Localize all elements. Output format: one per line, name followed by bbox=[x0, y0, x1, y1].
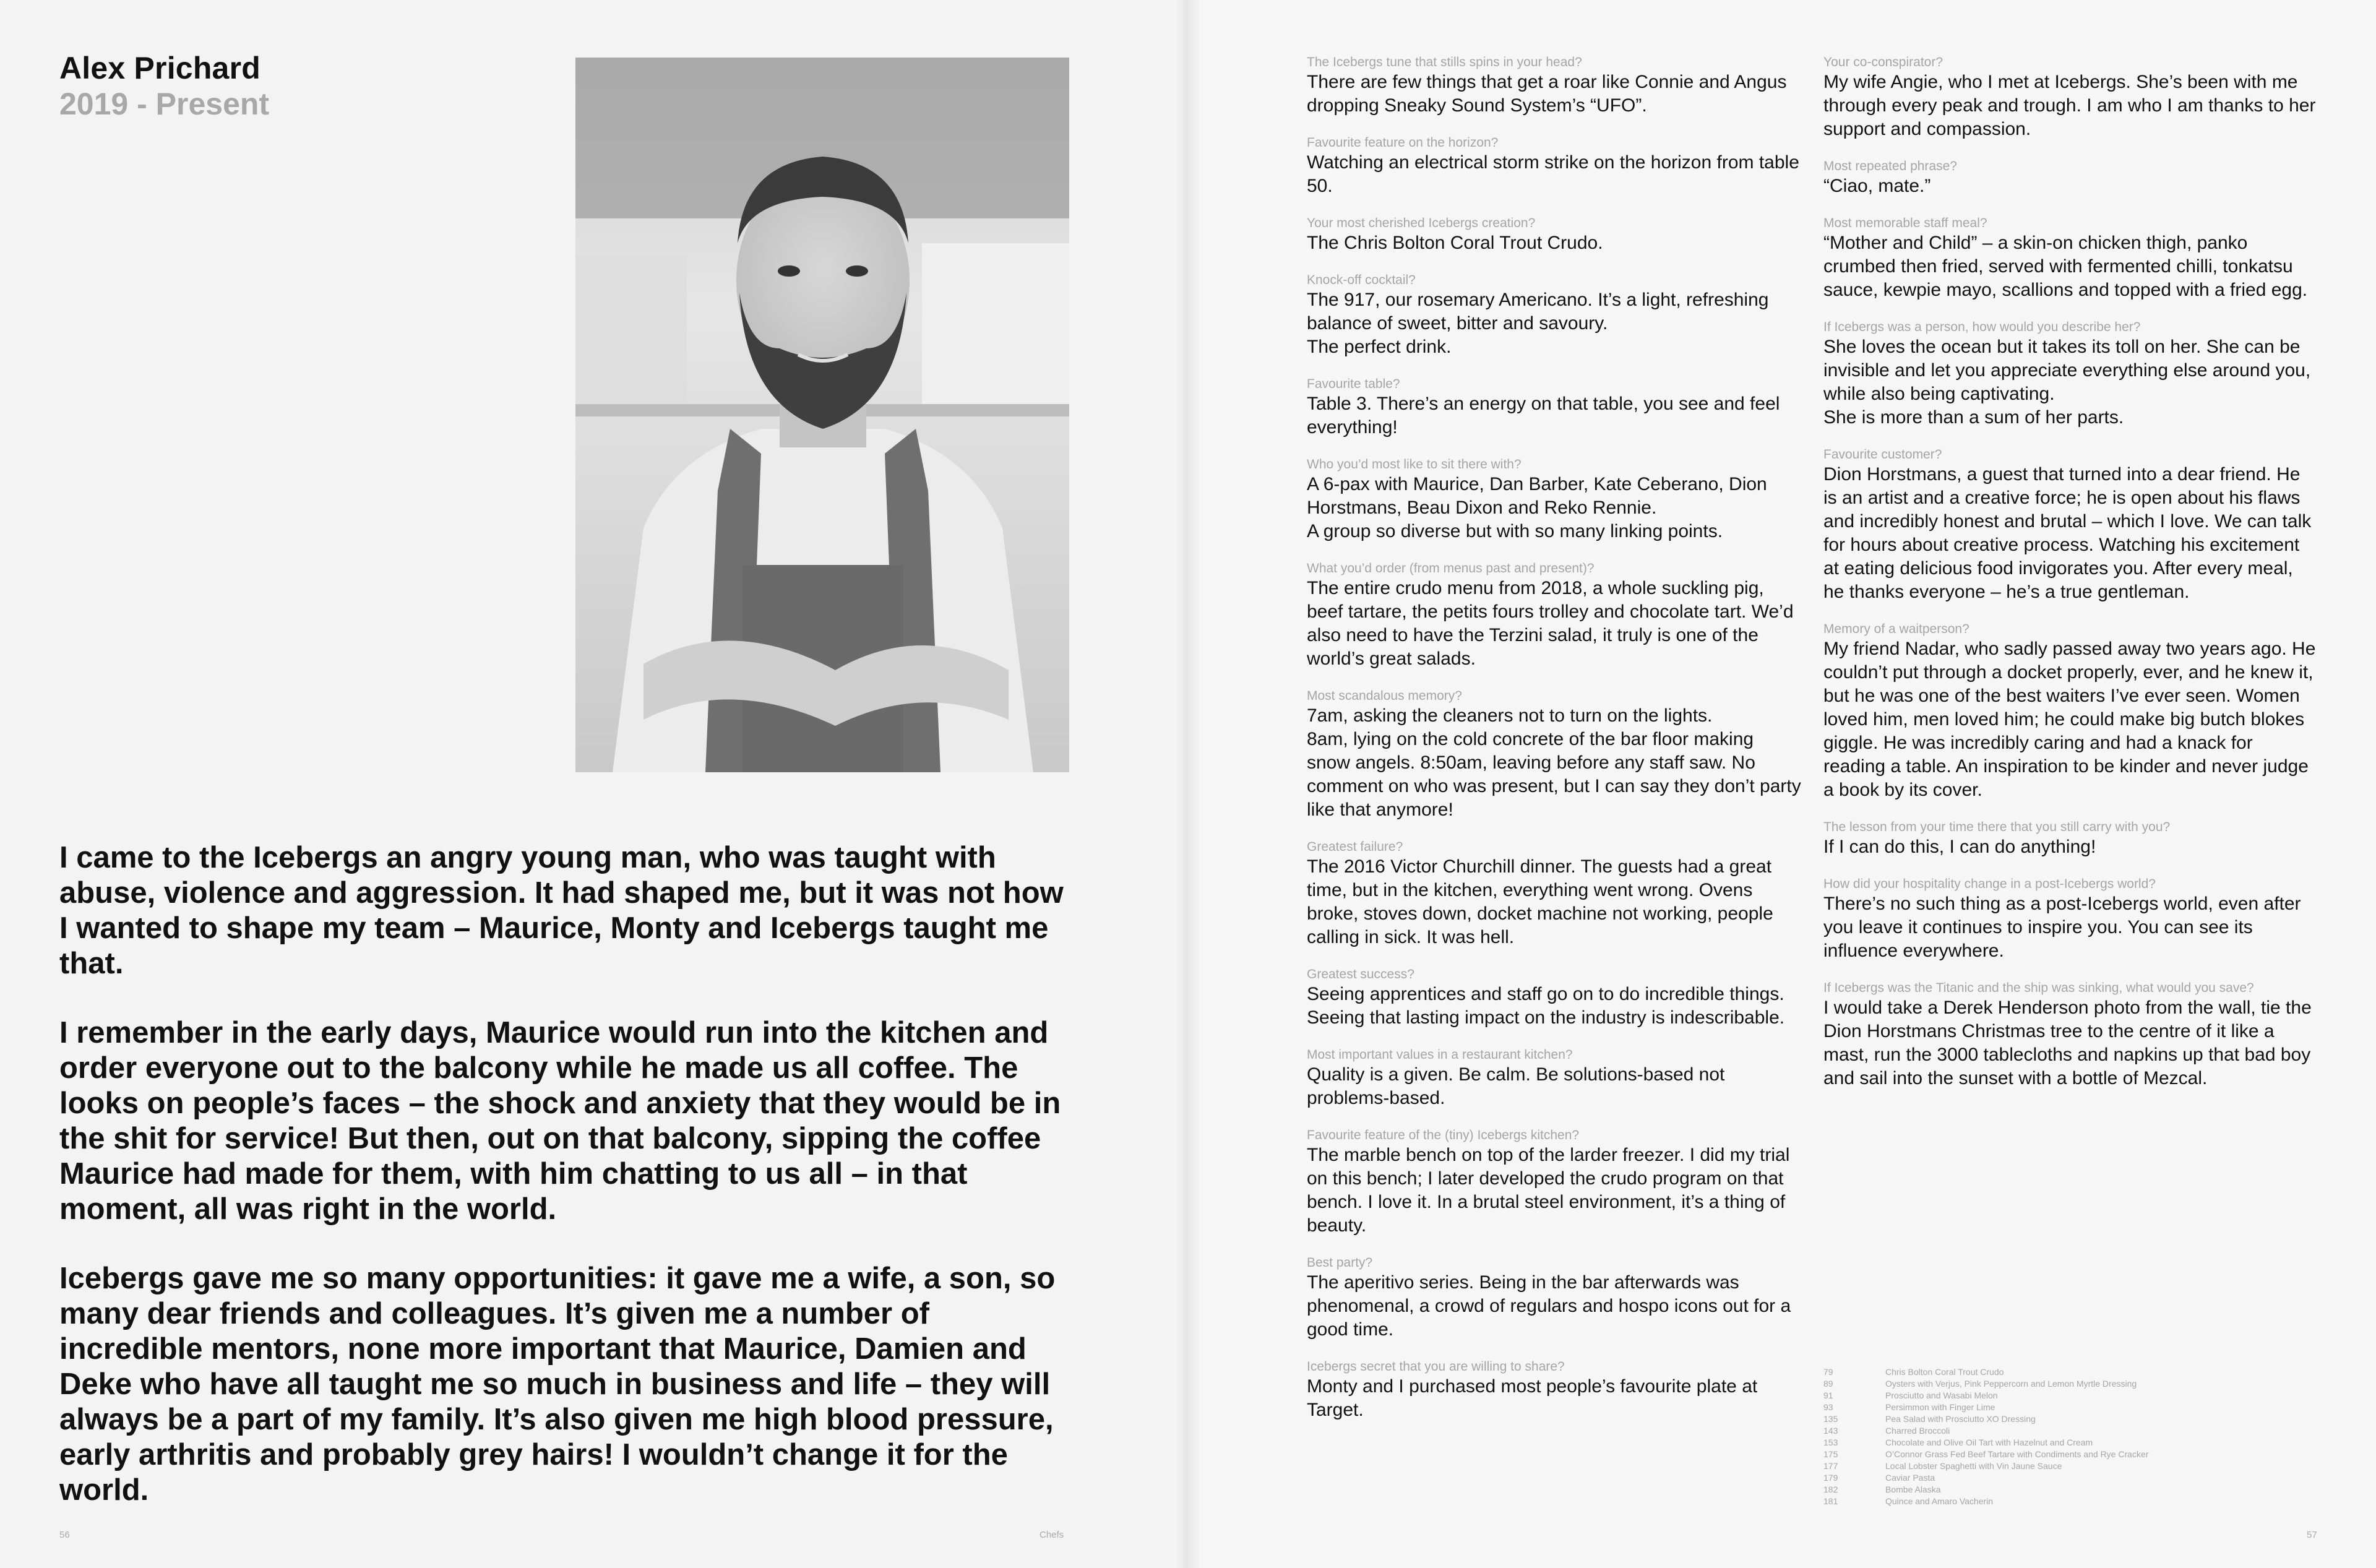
recipe-page: 143 bbox=[1823, 1426, 1838, 1436]
recipe-page: 177 bbox=[1823, 1461, 1838, 1471]
question: Icebergs secret that you are willing to share? bbox=[1307, 1359, 1565, 1374]
recipe-index-row bbox=[1823, 1484, 2331, 1496]
answer: She loves the ocean but it takes its toll on her. She can be invisible and let you appreciate everything else around you, while also being captivating. She is more than a sum of her parts. bbox=[1823, 337, 2311, 428]
answer: If I can do this, I can do anything! bbox=[1823, 837, 2096, 857]
qa-column-left bbox=[1307, 54, 1802, 1439]
book-gutter bbox=[1176, 0, 1200, 1568]
qa-item bbox=[1307, 1359, 1802, 1422]
recipe-index-row bbox=[1823, 1496, 2331, 1507]
answer: “Ciao, mate.” bbox=[1823, 176, 1931, 196]
question: Your most cherished Icebergs creation? bbox=[1307, 216, 1536, 230]
recipe-page: 89 bbox=[1823, 1379, 1833, 1389]
recipe-title: Bombe Alaska bbox=[1885, 1484, 1941, 1494]
recipe-index-row bbox=[1823, 1460, 2331, 1472]
qa-item bbox=[1307, 688, 1802, 822]
recipe-page: 181 bbox=[1823, 1496, 1838, 1506]
intro-paragraph: I remember in the early days, Maurice would run into the kitchen and order everyone out to the balcony while he made us all coffee. The looks on people’s faces – the shock and anxiety that they would be in the shit for service! But then, out on that balcony, sipping the coffee Maurice had made for them, with him chatting to us all – in that moment, all was right in the world. bbox=[59, 1016, 1061, 1226]
recipe-page: 179 bbox=[1823, 1473, 1838, 1483]
recipe-index-row bbox=[1823, 1413, 2331, 1425]
question: Most scandalous memory? bbox=[1307, 689, 1462, 703]
answer: The 2016 Victor Churchill dinner. The guests had a great time, but in the kitchen, everything went wrong. Ovens broke, stoves down, docket machine not working, people calling in sick. It was hell. bbox=[1307, 856, 1773, 947]
page-number-left: 56 bbox=[59, 1530, 70, 1540]
qa-item bbox=[1307, 215, 1802, 255]
qa-item bbox=[1823, 819, 2318, 859]
answer: My wife Angie, who I met at Icebergs. She’s been with me through every peak and trough. I am who I am thanks to her support and compassion. bbox=[1823, 72, 2316, 139]
chef-years: 2019 - Present bbox=[59, 87, 270, 121]
answer: The aperitivo series. Being in the bar afterwards was phenomenal, a crowd of regulars and hospo icons out for a good time. bbox=[1307, 1272, 1791, 1340]
question: Your co-conspirator? bbox=[1823, 55, 1943, 69]
recipe-index-row bbox=[1823, 1425, 2331, 1437]
qa-item bbox=[1307, 272, 1802, 359]
answer: Dion Horstmans, a guest that turned into a dear friend. He is an artist and a creative force; he is open about his flaws and incredibly honest and brutal – which I love. We can talk for hours about creative process. Watching his excitement at eating delicious food invigorates you. After every meal, he thanks everyone – he’s a true gentleman. bbox=[1823, 464, 2312, 602]
qa-item bbox=[1307, 457, 1802, 543]
portrait-illustration bbox=[575, 58, 1069, 772]
recipe-index-row bbox=[1823, 1449, 2331, 1460]
question: The Icebergs tune that stills spins in your head? bbox=[1307, 55, 1582, 69]
recipe-title: Oysters with Verjus, Pink Peppercorn and Lemon Myrtle Dressing bbox=[1885, 1379, 2137, 1389]
answer: The 917, our rosemary Americano. It’s a light, refreshing balance of sweet, bitter and savoury. The perfect drink. bbox=[1307, 290, 1769, 357]
recipe-page: 79 bbox=[1823, 1367, 1833, 1377]
recipe-page: 93 bbox=[1823, 1402, 1833, 1412]
recipe-index-row bbox=[1823, 1437, 2331, 1449]
answer: A 6-pax with Maurice, Dan Barber, Kate Ceberano, Dion Horstmans, Beau Dixon and Reko Rennie. A group so diverse but with so many linking points. bbox=[1307, 474, 1767, 541]
answer: Seeing apprentices and staff go on to do incredible things. Seeing that lasting impact on the industry is indescribable. bbox=[1307, 984, 1785, 1028]
question: Most repeated phrase? bbox=[1823, 159, 1957, 173]
question: Most memorable staff meal? bbox=[1823, 216, 1987, 230]
recipe-title: Chocolate and Olive Oil Tart with Hazelnut and Cream bbox=[1885, 1437, 2093, 1447]
question: Favourite customer? bbox=[1823, 447, 1942, 462]
intro-paragraph: Icebergs gave me so many opportunities: it gave me a wife, a son, so many dear friends and colleagues. It’s given me a number of incredible mentors, none more important that Maurice, Damien and Deke who have all taught me so much in business and life – they will always be a part of my family. It’s also given me high blood pressure, early arthritis and probably grey hairs! I wouldn’t change it for the world. bbox=[59, 1262, 1056, 1507]
qa-item bbox=[1307, 1127, 1802, 1238]
answer: Monty and I purchased most people’s favourite plate at Target. bbox=[1307, 1376, 1758, 1420]
recipe-title: Quince and Amaro Vacherin bbox=[1885, 1496, 1994, 1506]
qa-item bbox=[1823, 980, 2318, 1090]
question: If Icebergs was the Titanic and the ship was sinking, what would you save? bbox=[1823, 981, 2254, 995]
recipe-page: 91 bbox=[1823, 1390, 1833, 1400]
recipe-page: 175 bbox=[1823, 1449, 1838, 1459]
recipe-page: 153 bbox=[1823, 1437, 1838, 1447]
chef-name: Alex Prichard bbox=[59, 51, 260, 85]
question: Knock-off cocktail? bbox=[1307, 273, 1416, 287]
qa-item bbox=[1823, 876, 2318, 963]
qa-column-right bbox=[1823, 54, 2318, 1108]
question: Favourite feature of the (tiny) Icebergs kitchen? bbox=[1307, 1128, 1580, 1142]
question: Favourite feature on the horizon? bbox=[1307, 136, 1499, 150]
question: The lesson from your time there that you still carry with you? bbox=[1823, 820, 2171, 834]
recipe-index-row bbox=[1823, 1472, 2331, 1484]
qa-item bbox=[1307, 839, 1802, 949]
answer: Watching an electrical storm strike on the horizon from table 50. bbox=[1307, 152, 1799, 196]
intro-paragraph: I came to the Icebergs an angry young man, who was taught with abuse, violence and aggression. It had shaped me, but it was not how I wanted to shape my team – Maurice, Monty and Icebergs taught me that. bbox=[59, 841, 1064, 980]
recipe-title: Persimmon with Finger Lime bbox=[1885, 1402, 1995, 1412]
qa-item bbox=[1823, 447, 2318, 604]
recipe-page: 182 bbox=[1823, 1484, 1838, 1494]
page-number-right: 57 bbox=[2307, 1530, 2317, 1540]
qa-item bbox=[1307, 967, 1802, 1030]
qa-item bbox=[1823, 54, 2318, 141]
question: Best party? bbox=[1307, 1256, 1373, 1270]
chef-portrait-photo bbox=[575, 58, 1069, 772]
recipe-index bbox=[1823, 1366, 2331, 1507]
recipe-index-row bbox=[1823, 1378, 2331, 1390]
recipe-title: Charred Broccoli bbox=[1885, 1426, 1950, 1436]
answer: I would take a Derek Henderson photo from the wall, tie the Dion Horstmans Christmas tree to the centre of it like a mast, run the 3000 tablecloths and napkins up that bad boy and sail into the sunset with a bottle of Mezcal. bbox=[1823, 997, 2312, 1088]
recipe-title: O’Connor Grass Fed Beef Tartare with Condiments and Rye Cracker bbox=[1885, 1449, 2149, 1459]
answer: My friend Nadar, who sadly passed away two years ago. He couldn’t put through a docket properly, ever, and he knew it, but he was one of the best waiters I’ve ever seen. Women loved him, men loved him; he could make big butch blokes giggle. He was incredibly caring and had a knack for reading a table. An inspiration to be kinder and never judge a book by its cover. bbox=[1823, 639, 2316, 800]
question: Most important values in a restaurant kitchen? bbox=[1307, 1048, 1573, 1062]
recipe-title: Pea Salad with Prosciutto XO Dressing bbox=[1885, 1414, 2036, 1424]
section-label: Chefs bbox=[1040, 1530, 1064, 1540]
answer: The Chris Bolton Coral Trout Crudo. bbox=[1307, 233, 1603, 253]
question: Who you’d most like to sit there with? bbox=[1307, 457, 1522, 472]
qa-item bbox=[1823, 621, 2318, 802]
qa-item bbox=[1307, 376, 1802, 439]
qa-item bbox=[1307, 54, 1802, 118]
question: Favourite table? bbox=[1307, 377, 1400, 391]
answer: There are few things that get a roar like Connie and Angus dropping Sneaky Sound System’s “UFO”. bbox=[1307, 72, 1787, 116]
answer: “Mother and Child” – a skin-on chicken thigh, panko crumbed then fried, served with fermented chilli, tonkatsu sauce, kewpie mayo, scallions and topped with a fried egg. bbox=[1823, 233, 2308, 300]
recipe-page: 135 bbox=[1823, 1414, 1838, 1424]
answer: There’s no such thing as a post-Icebergs world, even after you leave it continues to inspire you. You can see its influence everywhere. bbox=[1823, 894, 2301, 961]
qa-item bbox=[1307, 561, 1802, 671]
question: What you’d order (from menus past and present)? bbox=[1307, 561, 1595, 575]
recipe-title: Caviar Pasta bbox=[1885, 1473, 1935, 1483]
recipe-index-row bbox=[1823, 1390, 2331, 1402]
question: Greatest failure? bbox=[1307, 840, 1403, 854]
qa-item bbox=[1823, 158, 2318, 198]
answer: Quality is a given. Be calm. Be solutions-based not problems-based. bbox=[1307, 1064, 1725, 1108]
recipe-index-row bbox=[1823, 1366, 2331, 1378]
recipe-title: Prosciutto and Wasabi Melon bbox=[1885, 1390, 1998, 1400]
qa-item bbox=[1307, 1047, 1802, 1110]
question: If Icebergs was a person, how would you describe her? bbox=[1823, 320, 2141, 334]
answer: Table 3. There’s an energy on that table, you see and feel everything! bbox=[1307, 394, 1780, 437]
recipe-title: Chris Bolton Coral Trout Crudo bbox=[1885, 1367, 2004, 1377]
qa-item bbox=[1307, 135, 1802, 198]
answer: 7am, asking the cleaners not to turn on the lights. 8am, lying on the cold concrete of the bar floor making snow angels. 8:50am, leaving before any staff saw. No comment on who was present, but I can say they don’t party like that anymore! bbox=[1307, 705, 1801, 820]
answer: The marble bench on top of the larder freezer. I did my trial on this bench; I later developed the crudo program on that bench. I love it. In a brutal steel environment, it’s a thing of beauty. bbox=[1307, 1145, 1790, 1236]
recipe-title: Local Lobster Spaghetti with Vin Jaune Sauce bbox=[1885, 1461, 2062, 1471]
qa-item bbox=[1823, 319, 2318, 429]
question: How did your hospitality change in a post-Icebergs world? bbox=[1823, 877, 2156, 891]
question: Greatest success? bbox=[1307, 967, 1414, 981]
qa-item bbox=[1823, 215, 2318, 302]
intro-text bbox=[59, 840, 1074, 1542]
question: Memory of a waitperson? bbox=[1823, 622, 1969, 636]
answer: The entire crudo menu from 2018, a whole suckling pig, beef tartare, the petits fours trolley and chocolate tart. We’d also need to have the Terzini salad, it truly is one of the world’s great salads. bbox=[1307, 578, 1794, 669]
recipe-index-row bbox=[1823, 1402, 2331, 1413]
qa-item bbox=[1307, 1255, 1802, 1342]
